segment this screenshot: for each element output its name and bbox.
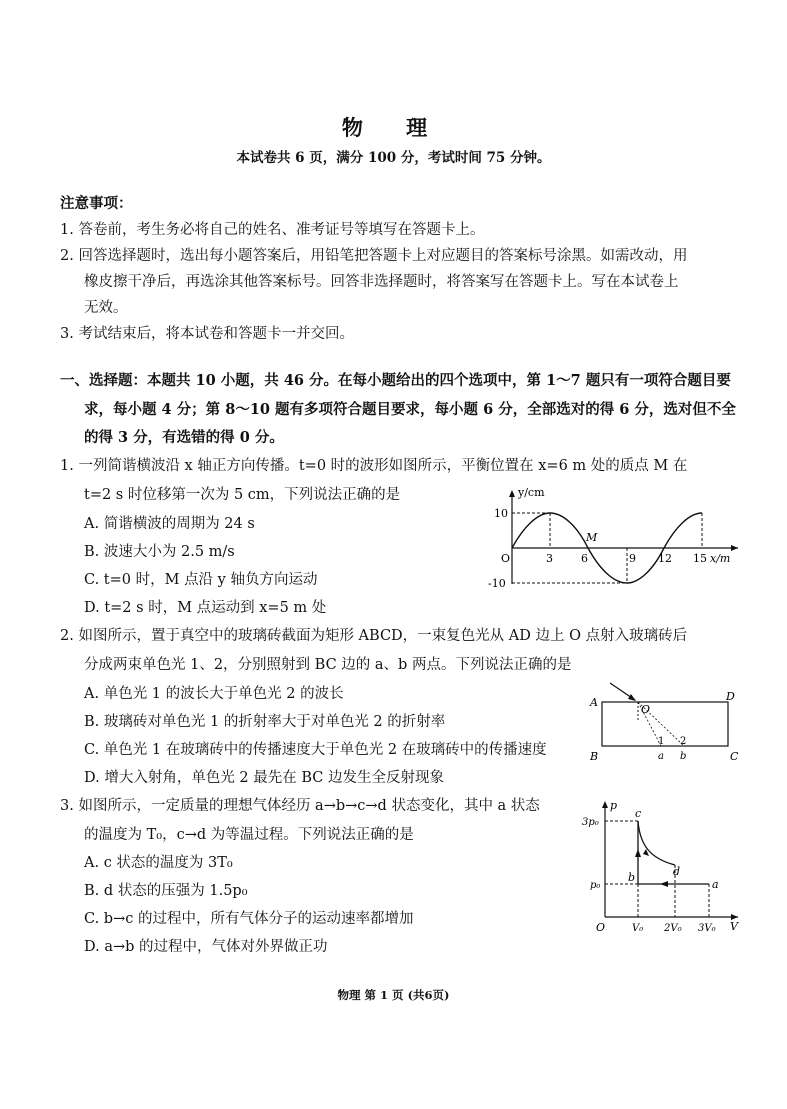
corner-b-label: B: [590, 750, 599, 763]
process-a-b-arrow: [660, 881, 668, 887]
y-axis-arrow: [509, 490, 515, 497]
incident-arrow: [628, 694, 636, 701]
ray-1-label: 1: [658, 736, 665, 747]
section-instruction: 求，每小题 4 分；第 8～10 题有多项符合题目要求，每小题 6 分，全部选对的得 6 分，选对但不全: [84, 401, 736, 418]
point-a-label: a: [658, 751, 664, 762]
option-a: A. 单色光 1 的波长大于单色光 2 的波长: [84, 686, 344, 702]
x-tick-label: 6: [581, 552, 588, 565]
p-axis-arrow: [602, 801, 608, 808]
notice-item: 橡皮擦干净后，再选涂其他答案标号。回答非选择题时，将答案写在答题卡上。写在本试卷上: [84, 274, 679, 290]
notice-heading: 注意事项：: [60, 195, 133, 212]
point-o-label: O: [641, 703, 651, 716]
option-b: B. d 状态的压强为 1.5p₀: [84, 883, 248, 899]
corner-d-label: D: [726, 690, 735, 703]
point-m-label: M: [586, 531, 598, 544]
process-c-d: [638, 821, 675, 865]
option-a: A. c 状态的温度为 3T₀: [84, 855, 233, 871]
state-c-label: c: [635, 807, 642, 820]
notice-item: 3. 考试结束后，将本试卷和答题卡一并交回。: [60, 326, 354, 342]
question-stem: 3. 如图所示，一定质量的理想气体经历 a→b→c→d 状态变化，其中 a 状态: [60, 798, 540, 814]
option-d: D. t=2 s 时，M 点运动到 x=5 m 处: [84, 600, 327, 616]
option-d: D. 增大入射角，单色光 2 最先在 BC 边发生全反射现象: [84, 770, 445, 786]
x-tick-label: 3: [546, 552, 553, 565]
option-c: C. 单色光 1 在玻璃砖中的传播速度大于单色光 2 在玻璃砖中的传播速度: [84, 742, 547, 758]
notice-item: 1. 答卷前，考生务必将自己的姓名、准考证号等填写在答题卡上。: [60, 222, 485, 238]
notice-item: 无效。: [84, 300, 128, 316]
ray-2-label: 2: [680, 736, 687, 747]
v-axis-label: V: [730, 920, 738, 933]
y-tick-label: 10: [494, 507, 508, 520]
pv-figure: [580, 795, 745, 935]
x-tick-label: 15: [693, 552, 707, 565]
state-a-label: a: [712, 878, 719, 891]
x-axis-label: x/m: [710, 552, 731, 565]
question-stem: 1. 一列简谐横波沿 x 轴正方向传播。t=0 时的波形如图所示，平衡位置在 x=6 m 处的质点 M 在: [60, 458, 688, 474]
origin-label: O: [596, 921, 606, 934]
option-c: C. t=0 时，M 点沿 y 轴负方向运动: [84, 572, 318, 588]
y-axis-label: y/cm: [518, 486, 545, 499]
glass-brick-figure: [588, 680, 744, 766]
p-axis-label: p: [610, 799, 618, 812]
option-b: B. 波速大小为 2.5 m/s: [84, 544, 235, 560]
question-stem: 2. 如图所示，置于真空中的玻璃砖截面为矩形 ABCD，一束复色光从 AD 边上 O 点射入玻璃砖后: [60, 628, 688, 644]
brick-rectangle: [602, 702, 728, 746]
page-footer: 物理 第 1 页 (共6页): [337, 988, 450, 1002]
option-b: B. 玻璃砖对单色光 1 的折射率大于对单色光 2 的折射率: [84, 714, 446, 730]
p-tick-label: p₀: [590, 880, 601, 891]
x-axis-arrow: [731, 545, 738, 551]
x-tick-label: 9: [629, 552, 636, 565]
point-b-label: b: [680, 751, 687, 762]
question-stem: 分成两束单色光 1、2，分别照射到 BC 边的 a、b 两点。下列说法正确的是: [84, 657, 572, 673]
question-stem: t=2 s 时位移第一次为 5 cm，下列说法正确的是: [84, 487, 401, 503]
corner-c-label: C: [730, 750, 739, 763]
page-subtitle: 本试卷共 6 页，满分 100 分，考试时间 75 分钟。: [236, 150, 551, 166]
v-tick-label: 3V₀: [698, 923, 716, 934]
section-instruction: 一、选择题：本题共 10 小题，共 46 分。在每小题给出的四个选项中，第 1～7 题只有一项符合题目要: [60, 372, 731, 389]
wave-figure: [488, 480, 743, 595]
notice-item: 2. 回答选择题时，选出每小题答案后，用铅笔把答题卡上对应题目的答案标号涂黑。如需改动，用: [60, 248, 688, 264]
state-d-label: d: [673, 865, 681, 878]
option-d: D. a→b 的过程中，气体对外界做正功: [84, 939, 328, 955]
state-b-label: b: [628, 871, 636, 884]
x-tick-label: 12: [658, 552, 672, 565]
p-tick-label: 3p₀: [582, 817, 599, 828]
v-tick-label: 2V₀: [664, 923, 682, 934]
origin-label: O: [501, 552, 511, 565]
v-tick-label: V₀: [632, 923, 644, 934]
section-instruction: 的得 3 分，有选错的得 0 分。: [84, 429, 284, 446]
question-stem: 的温度为 T₀，c→d 为等温过程。下列说法正确的是: [84, 827, 414, 843]
process-b-c-arrow: [635, 849, 641, 857]
y-tick-label: -10: [488, 577, 506, 590]
option-a: A. 简谐横波的周期为 24 s: [84, 516, 255, 532]
option-c: C. b→c 的过程中，所有气体分子的运动速率都增加: [84, 911, 414, 927]
corner-a-label: A: [590, 696, 598, 709]
page-title: 物 理: [341, 115, 446, 140]
